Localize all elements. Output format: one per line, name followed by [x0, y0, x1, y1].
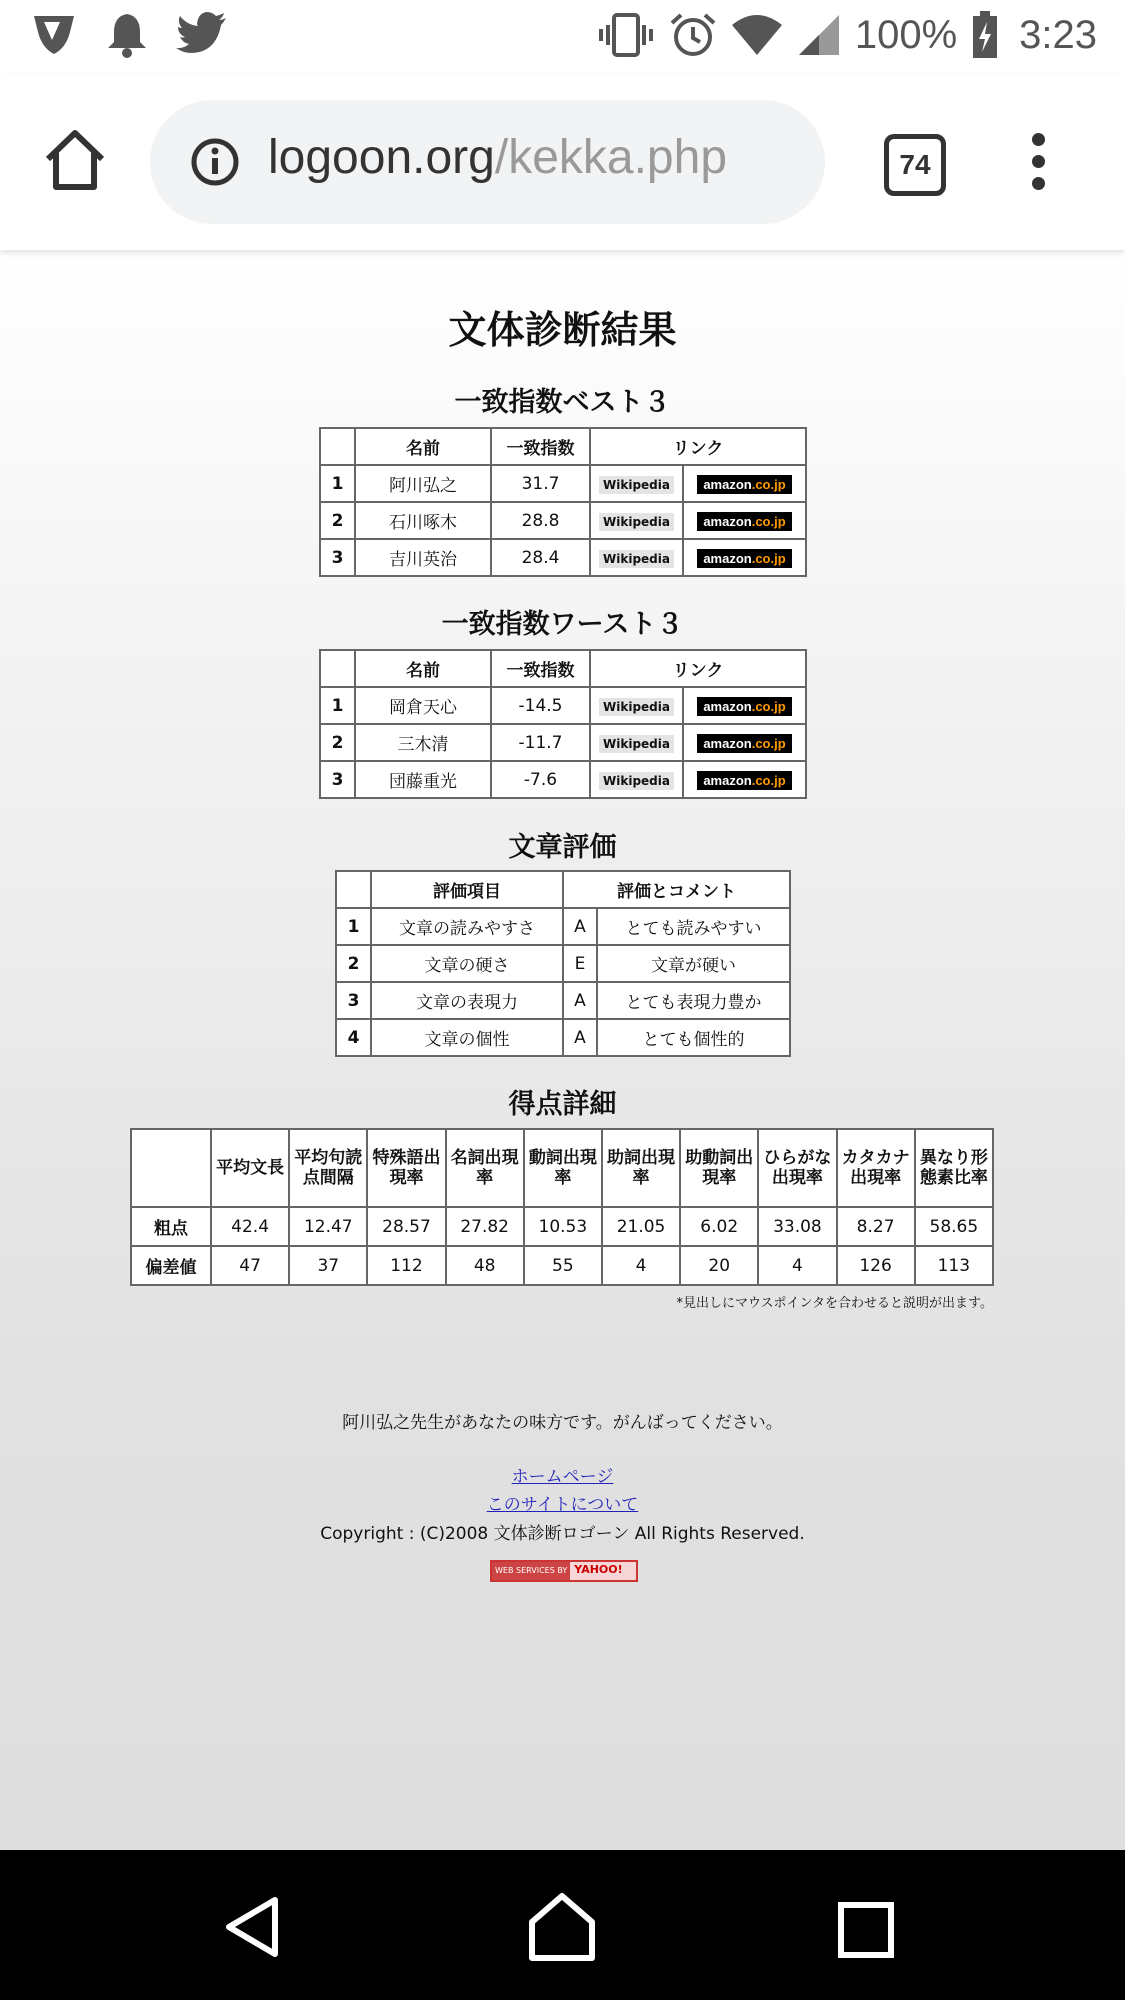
wikipedia-link[interactable]: Wikipedia: [599, 735, 674, 753]
yahoo-web-services-badge[interactable]: WEB SERVICES BY YAHOO!: [490, 1560, 638, 1582]
table-row: 1 文章の読みやすさ A とても読みやすい: [336, 908, 790, 945]
eval-heading: 文章評価: [508, 832, 617, 863]
score-header[interactable]: 名詞出現率: [446, 1129, 524, 1207]
amazon-link[interactable]: amazon.co.jp: [697, 771, 791, 790]
signal-icon: [797, 13, 841, 57]
wifi-icon: [731, 13, 783, 57]
info-icon[interactable]: [190, 137, 240, 187]
score-header[interactable]: 特殊語出現率: [367, 1129, 445, 1207]
home-icon[interactable]: [40, 125, 110, 195]
score-header[interactable]: カタカナ出現率: [837, 1129, 915, 1207]
homepage-link[interactable]: ホームページ: [511, 1467, 614, 1487]
result-message: 阿川弘之先生があなたの味方です。がんばってください。: [342, 1413, 783, 1433]
browser-toolbar: [0, 75, 1125, 250]
copyright: Copyright : (C)2008 文体診断ロゴーン All Rights Reserved.: [320, 1524, 805, 1544]
table-row: 1 阿川弘之 31.7 Wikipedia amazon.co.jp: [320, 465, 806, 502]
table-row: 3 文章の表現力 A とても表現力豊か: [336, 982, 790, 1019]
table-row: 1 岡倉天心 -14.5 Wikipedia amazon.co.jp: [320, 687, 806, 724]
eval-table: 評価項目 評価とコメント 1 文章の読みやすさ A とても読みやすい 2 文章の硬さ E 文章が硬い 3 文章の表現力 A とても表現力豊か 4 文章の個性 A とても個性的: [335, 870, 791, 1057]
address-bar[interactable]: [150, 100, 825, 224]
wikipedia-link[interactable]: Wikipedia: [599, 698, 674, 716]
table-row: 3 団藤重光 -7.6 Wikipedia amazon.co.jp: [320, 761, 806, 798]
score-table: [130, 1128, 994, 1286]
score-header[interactable]: 助詞出現率: [602, 1129, 680, 1207]
worst-heading: 一致指数ワースト３: [441, 609, 684, 640]
status-bar: [0, 0, 1125, 75]
amazon-link[interactable]: amazon.co.jp: [697, 512, 791, 531]
col-link: リンク: [590, 428, 806, 465]
amazon-link[interactable]: amazon.co.jp: [697, 549, 791, 568]
wikipedia-link[interactable]: Wikipedia: [599, 550, 674, 568]
page-title: 文体診断結果: [448, 308, 677, 352]
vibrate-icon: [597, 11, 655, 59]
overflow-menu-icon[interactable]: [1028, 133, 1048, 193]
table-row: 2 文章の硬さ E 文章が硬い: [336, 945, 790, 982]
amazon-link[interactable]: amazon.co.jp: [697, 697, 791, 716]
wikipedia-link[interactable]: Wikipedia: [599, 772, 674, 790]
col-name: 名前: [355, 428, 491, 465]
worst-table: [319, 649, 807, 799]
system-nav-bar: [0, 1850, 1125, 2000]
table-row: 粗点 42.4 12.47 28.57 27.82 10.53 21.05 6.02 33.08 8.27 58.65: [131, 1207, 993, 1246]
clock: 3:23: [1019, 12, 1097, 57]
table-row: 2 三木清 -11.7 Wikipedia amazon.co.jp: [320, 724, 806, 761]
col-link: リンク: [590, 650, 806, 687]
wikipedia-link[interactable]: Wikipedia: [599, 476, 674, 494]
alarm-icon: [669, 11, 717, 59]
table-row: 2 石川啄木 28.8 Wikipedia amazon.co.jp: [320, 502, 806, 539]
url-text[interactable]: logoon.org/kekka.php: [268, 131, 728, 184]
col-score: 一致指数: [491, 650, 590, 687]
back-icon[interactable]: [223, 1896, 283, 1958]
col-score: 一致指数: [491, 428, 590, 465]
score-header[interactable]: ひらがな出現率: [758, 1129, 836, 1207]
score-header[interactable]: 動詞出現率: [524, 1129, 602, 1207]
twitter-icon: [176, 12, 228, 56]
score-header[interactable]: 異なり形態素比率: [915, 1129, 993, 1207]
best-heading: 一致指数ベスト３: [454, 387, 671, 418]
score-note: *見出しにマウスポインタを合わせると説明が出ます。: [676, 1296, 993, 1311]
wikipedia-link[interactable]: Wikipedia: [599, 513, 674, 531]
amazon-link[interactable]: amazon.co.jp: [697, 475, 791, 494]
col-name: 名前: [355, 650, 491, 687]
table-row: 偏差値 47 37 112 48 55 4 20 4 126 113: [131, 1246, 993, 1285]
score-header[interactable]: 平均句読点間隔: [289, 1129, 367, 1207]
best-table: [319, 427, 807, 577]
table-row: 3 吉川英治 28.4 Wikipedia amazon.co.jp: [320, 539, 806, 576]
amazon-link[interactable]: amazon.co.jp: [697, 734, 791, 753]
about-link[interactable]: このサイトについて: [486, 1495, 639, 1515]
home-nav-icon[interactable]: [528, 1892, 596, 1962]
score-header[interactable]: 平均文長: [211, 1129, 289, 1207]
table-row: 4 文章の個性 A とても個性的: [336, 1019, 790, 1056]
shield-icon: [30, 10, 78, 58]
score-header[interactable]: 助動詞出現率: [680, 1129, 758, 1207]
recent-apps-icon[interactable]: [838, 1902, 894, 1958]
score-heading: 得点詳細: [508, 1089, 617, 1120]
battery-charging-icon: [971, 10, 999, 60]
notification-bell-icon: [104, 10, 150, 58]
battery-percent: 100%: [854, 12, 958, 57]
tab-switcher-button[interactable]: 74: [884, 134, 946, 196]
